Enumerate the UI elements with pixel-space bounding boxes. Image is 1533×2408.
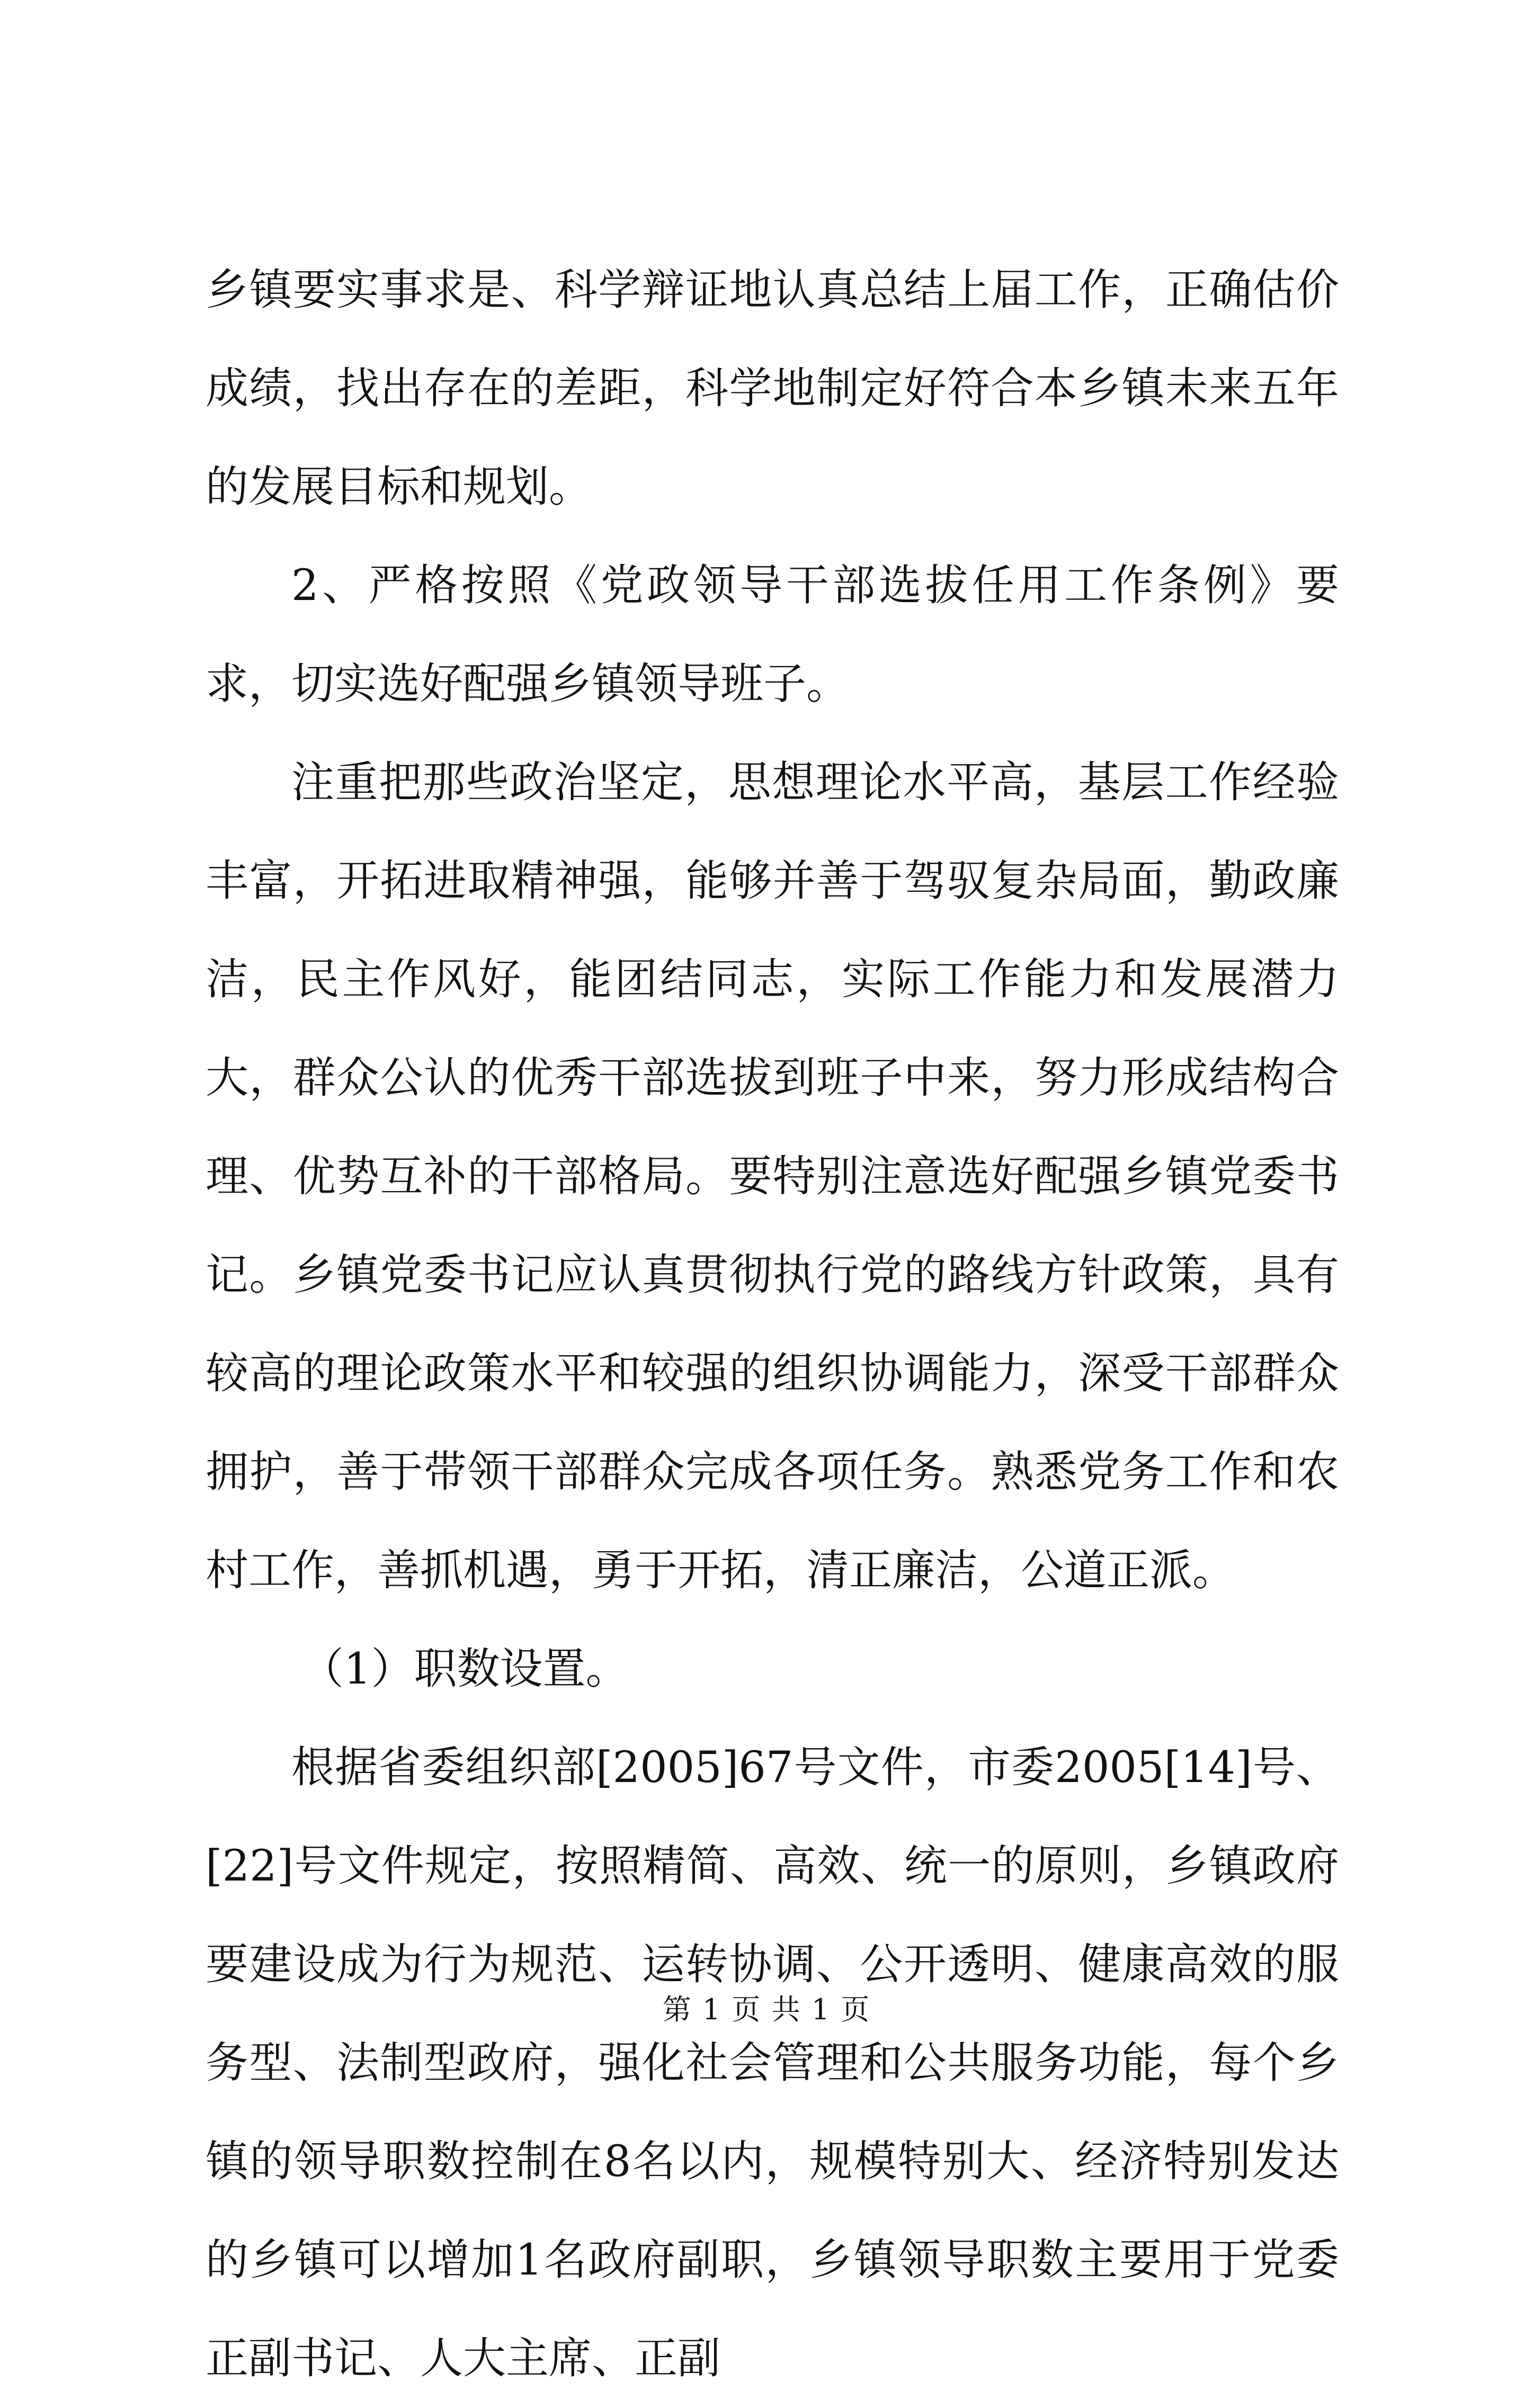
paragraph-continuation: 乡镇要实事求是、科学辩证地认真总结上届工作，正确估价成绩，找出存在的差距，科学地制定好符合本乡镇未来五年的发展目标和规划。 [206, 265, 1339, 512]
paragraph-item-2: 2、严格按照《党政领导干部选拔任用工作条例》要求，切实选好配强乡镇领导班子。 [206, 561, 1339, 709]
paragraph-position-rules: 根据省委组织部[2005]67号文件，市委2005[14]号、[22]号文件规定，按照精简、高效、统一的原则，乡镇政府要建设成为行为规范、运转协调、公开透明、健康高效的服务型、法制型政府，强化社会管理和公共服务功能，每个乡镇的领导职数控制在8名以内，规模特别大、经济特别发达的乡镇可以增加1名政府副职，乡镇领导职数主要用于党委正副书记、人大主席、正副 [206, 1743, 1339, 2384]
subheading-position-setting: （1）职数设置。 [301, 1644, 629, 1694]
document-body [206, 241, 1339, 2408]
paragraph-selection-criteria: 注重把那些政治坚定，思想理论水平高，基层工作经验丰富，开拓进取精神强，能够并善于驾驭复杂局面，勤政廉洁，民主作风好，能团结同志，实际工作能力和发展潜力大，群众公认的优秀干部选拔到班子中来，努力形成结构合理、优势互补的干部格局。要特别注意选好配强乡镇党委书记。乡镇党委书记应认真贯彻执行党的路线方针政策，具有较高的理论政策水平和较强的组织协调能力，深受干部群众拥护，善于带领干部群众完成各项任务。熟悉党务工作和农村工作，善抓机遇，勇于开拓，清正廉洁，公道正派。 [206, 758, 1339, 1596]
page-footer: 第 1 页 共 1 页 [662, 1993, 871, 2026]
